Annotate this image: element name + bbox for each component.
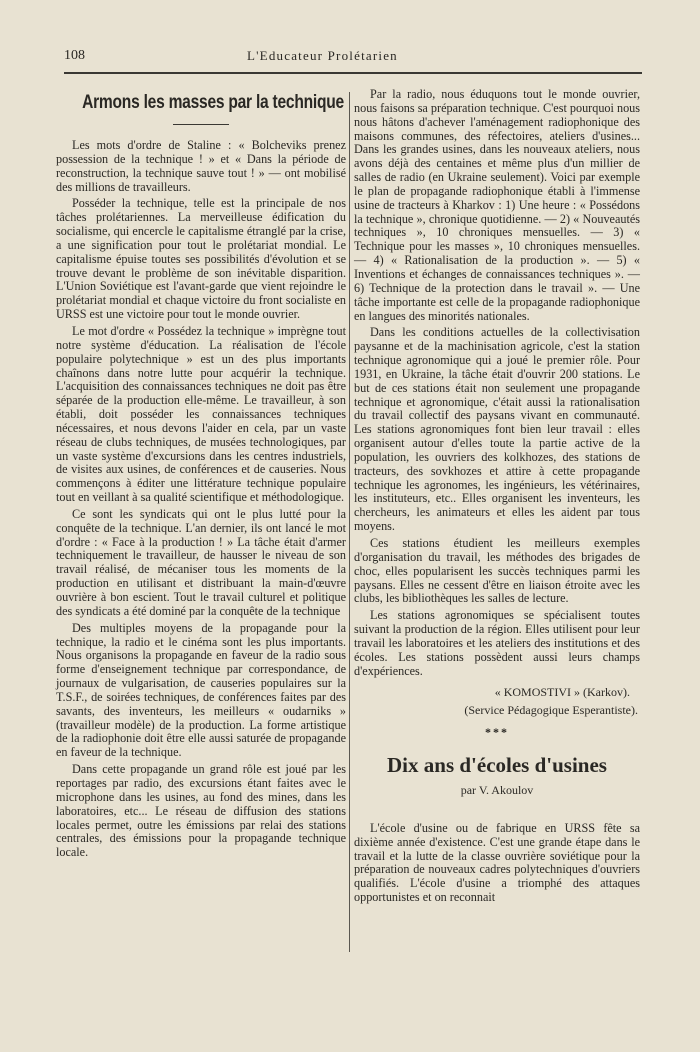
paragraph: L'école d'usine ou de fabrique en URSS fête sa dixième année d'existence. C'est une grande étape dans le travail et la lutte de la classe ouvrière soviétique pour la préparation de nouveaux cadres polytechniques d'ouvriers qualifiés. L'école d'usine a triomphé des attaques opportunistes et on reconnait — [354, 820, 640, 905]
paragraph: Posséder la technique, telle est la principale de nos tâches prolétariennes. La merveilleuse édification du socialisme, qui encercle le capitalisme étranglé par la crise, a une signification pour tout le prolétariat mondial. Le capitalisme épuise toutes ses possibilités d'évolution et se trouve devant le problème de son inévitable disparition. L'Union Soviétique est l'avant-garde que vient rejoindre le prolétariat mondial et chaque victoire du front socialiste en URSS est une victoire pour tout le monde ouvrier. — [56, 196, 346, 322]
paragraph: Le mot d'ordre « Possédez la technique » imprègne tout notre système d'éducation. La réalisation de l'école populaire polytechnique » est un des plus importants chaînons dans notre lutte pour acquérir la technique. L'acquisition des connaissances techniques ne doit pas être séparée de la production elle-même. Le travailleur, à son établi, doit posséder les connaissances techniques nécessaires, et nous devons l'aider en cela, par un vaste réseau de clubs techniques, de musées technologiques, par un vaste système d'excursions dans les centres industriels, de visites aux usines, de conférences et de causeries. Nous commençons à éditer une littérature technique populaire tout en veillant à sa qualité scientifique et méthodologique. — [56, 323, 346, 505]
title-rule — [173, 124, 229, 125]
column-divider — [349, 92, 350, 952]
right-column — [354, 88, 640, 908]
header-rule — [64, 72, 642, 74]
section-separator: *** — [485, 725, 509, 740]
article-signature: « KOMOSTIVI » (Karkov). — [494, 685, 630, 700]
paragraph: Les mots d'ordre de Staline : « Bolcheviks prenez possession de la technique ! » et « Dans la période de reconstruction, la technique sauve tout ! » — ont mobilisé des millions de travailleurs. — [56, 138, 346, 194]
paragraph: Ce sont les syndicats qui ont le plus lutté pour la conquête de la technique. L'an dernier, ils ont lancé le mot d'ordre : « Face à la production ! » La tâche était d'armer techniquement le travailleur, de hausser le niveau de son travail réalisé, de mécaniser tous les moments de la production en utilisant et distribuant la main-d'œuvre ouvrière à bon escient. Tout le travail culturel et politique des syndicats a été dominé par la conquête de la technique — [56, 506, 346, 618]
paragraph: Par la radio, nous éduquons tout le monde ouvrier, nous faisons sa préparation technique. C'est pourquoi nous nous hâtons d'achever l'aménagement radiophonique des maisons communes, des réfectoires, ateliers d'usines... Dans les grandes usines, dans les nouveaux ateliers, nous avons déjà des centaines et même plus d'un millier de salles de radio (en Ukraine seulement). Voici par exemple le plan de propagande radiophonique établi à l'immense usine de tracteurs à Kharkov : 1) Une heure : « Possédons la technique », chronique quotidienne. — 2) « Nouveautés techniques », 10 chroniques mensuelles. — 3) « Technique pour les masses », 10 chroniques mensuelles. — 4) « Rationalisation de la production ». — 5) « Inventions et échanges de connaissances techniques ». — 6) Technique de la protection dans le travail ». — Une tâche importante est celle de la propagande radiophonique en langues des minorités nationales. — [354, 87, 640, 323]
page-number: 108 — [64, 48, 85, 63]
byline: par V. Akoulov — [460, 782, 534, 797]
left-column — [56, 88, 346, 863]
paragraph: Des multiples moyens de la propagande pour la technique, la radio et le cinéma sont les plus importants. Nous organisons la propagande en faveur de la radio sous forme d'enseignement technique par correspondance, de journaux de vulgarisation, de causeries populaires sur la T.S.F., de soirées techniques, de conférences faites par des savants, des inventeurs, les meilleurs « oudarniks » (travailleur modèle) de la production. La forme artistique de la radiophonie doit être elle aussi saturée de propagande en faveur de la technique. — [56, 620, 346, 760]
second-article-title: Dix ans d'écoles d'usines — [387, 752, 607, 777]
paragraph: Les stations agronomiques se spécialisent toutes suivant la production de la région. Elles utilisent pour leur travail les laboratoires et les ateliers des institutions et des écoles. Les stations possèdent aussi leurs champs d'expériences. — [354, 608, 640, 678]
article-source: (Service Pédagogique Esperantiste). — [464, 703, 638, 718]
article-title: Armons les masses par la technique — [82, 92, 344, 113]
paragraph: Dans cette propagande un grand rôle est joué par les reportages par radio, des excursions étant faites avec le microphone dans les usines, au fond des mines, dans les laboratoires, etc... Le réseau de diffusion des stations locales permet, outre les émissions par relai des stations centrales, des émissions pour la propagande technique locale. — [56, 762, 346, 860]
paragraph: Dans les conditions actuelles de la collectivisation paysanne et de la machinisation agricole, c'est la station technique agronomique qui a joué le premier rôle. Pour 1931, en Ukraine, la tâche était d'ouvrir 200 stations. Le but de ces stations était non seulement une propagande technique et agronomique, c'était aussi la rationalisation du travail collectif des paysans vivant en communauté. Les stations agronomiques font bien leur travail : elles organisent autour d'elles toute la partie active de la population, les ouvriers des kolkhozes, des stations de tracteurs, des sovkhozes et attire à cette propagande technique les agronomes, les ingénieurs, les vétérinaires, les instituteurs, etc.. Elles organisent les inventeurs, les chercheurs, les animateurs et elles les aident par tous moyens. — [354, 325, 640, 534]
running-title: L'Educateur Prolétarien — [247, 48, 398, 63]
paragraph: Ces stations étudient les meilleurs exemples d'organisation du travail, les méthodes des brigades de choc, elles popularisent les succès techniques parmi les paysans. Elles ne cessent d'être en liaison étroite avec les clubs, les bibliothèques les salles de lecture. — [354, 536, 640, 606]
page-header — [64, 44, 642, 74]
